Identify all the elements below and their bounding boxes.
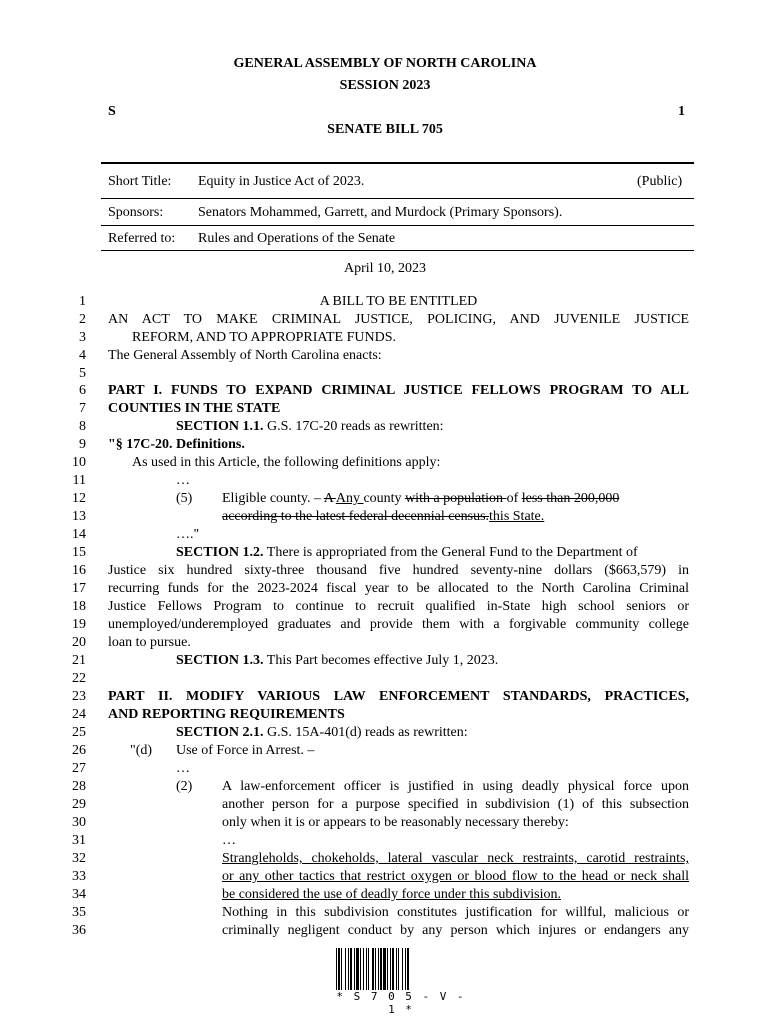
enacting-clause: The General Assembly of North Carolina enacts: [108,348,382,363]
line-number: 26 [72,743,86,758]
referred-value: Rules and Operations of the Senate [198,231,396,246]
subdivision-2-text: A law-enforcement officer is justified in using deadly physical force upon [222,779,689,794]
subdivision-5-cont [108,508,689,526]
line-number: 34 [72,887,86,902]
assembly-title: GENERAL ASSEMBLY OF NORTH CAROLINA [233,56,537,71]
body-line-36: criminally negligent conduct by any person which injures or endangers any [222,923,689,938]
deleted-a: A [323,491,336,506]
part-one-heading-cont: COUNTIES IN THE STATE [108,401,281,416]
edition-number: 1 [678,104,685,119]
barcode-bar [409,948,410,990]
section-1-3-text: This Part becomes effective July 1, 2023. [263,653,499,668]
act-title-cont: REFORM, AND TO APPROPRIATE FUNDS. [132,330,396,345]
part-two-heading-cont: AND REPORTING REQUIREMENTS [108,707,345,722]
deleted-population: with a population [405,491,507,506]
section-1-3-label: SECTION 1.3. [176,653,264,668]
statute-heading: "§ 17C-20. Definitions. [108,437,245,452]
ellipsis-3: … [222,833,236,848]
part-two-heading: PART II. MODIFY VARIOUS LAW ENFORCEMENT STANDARDS, PRACTICES, [108,689,689,704]
line-number: 21 [72,653,86,668]
line-number: 36 [72,923,86,938]
line-number: 23 [72,689,86,704]
line-number: 7 [79,401,86,416]
subsection-d-num: "(d) [130,743,153,758]
section-1-2-text: There is appropriated from the General Fund to the Department of [263,545,638,560]
section-2-1 [108,724,689,742]
definitions-intro: As used in this Article, the following definitions apply: [132,455,441,470]
inserted-line-34 [108,886,689,904]
section-2-1-text: G.S. 15A-401(d) reads as rewritten: [263,725,468,740]
line-number: 17 [72,581,86,596]
ellipsis-2: … [176,761,190,776]
line-number: 30 [72,815,86,830]
line-number: 27 [72,761,86,776]
ellipsis-1: … [176,473,190,488]
line-number: 4 [79,348,86,363]
section-1-1 [108,418,689,436]
body-line-18: Justice Fellows Program to continue to recruit qualified in-State high school seniors or [108,599,689,614]
body-line-19: unemployed/underemployed graduates and provide them with a forgivable community college [108,617,689,632]
meta-top-rule [101,162,694,164]
sponsors-label: Sponsors: [108,205,164,220]
inserted-line-34-text: be considered the use of deadly force under this subdivision. [222,887,562,902]
inserted-this-state: this State. [489,509,545,524]
referred-label: Referred to: [108,231,176,246]
bill-heading: A BILL TO BE ENTITLED [319,294,478,309]
body-line-30: only when it is or appears to be reasonably necessary thereby: [222,815,569,830]
bill-date: April 10, 2023 [343,261,427,276]
act-title: AN ACT TO MAKE CRIMINAL JUSTICE, POLICING, AND JUVENILE JUSTICE [108,312,689,327]
line-number: 11 [72,473,86,488]
session-title: SESSION 2023 [339,78,431,93]
section-1-2-label: SECTION 1.2. [176,545,264,560]
subsection-d-text: Use of Force in Arrest. – [176,743,315,758]
section-1-1-label: SECTION 1.1. [176,419,264,434]
section-2-1-label: SECTION 2.1. [176,725,264,740]
subsection-d [108,742,711,760]
chamber-letter: S [108,104,116,119]
line-number: 15 [72,545,86,560]
inserted-line-33: or any other tactics that restrict oxygen or blood flow to the head or neck shall [222,869,689,884]
body-line-17: recurring funds for the 2023-2024 fiscal year to be allocated to the North Carolina Criminal [108,581,689,596]
body-line-29: another person for a purpose specified in subdivision (1) of this subsection [222,797,689,812]
barcode-text: * S 7 0 5 - V - 1 * [336,990,466,1016]
sponsors-value: Senators Mohammed, Garrett, and Murdock (Primary Sponsors). [198,205,563,220]
subdivision-2 [108,778,689,796]
body-line-35: Nothing in this subdivision constitutes justification for willful, malicious or [222,905,689,920]
line-number: 16 [72,563,86,578]
line-number: 9 [79,437,86,452]
line-number: 1 [79,294,86,309]
line-number: 32 [72,851,86,866]
line-number: 8 [79,419,86,434]
line-number: 2 [79,312,86,327]
line-number: 3 [79,330,86,345]
public-label: (Public) [637,174,683,189]
meta-bottom-rule [101,250,694,251]
line-number: 6 [79,383,86,398]
line-number: 14 [72,527,86,542]
subdivision-5 [108,490,689,508]
line-number: 13 [72,509,86,524]
body-line-20: loan to pursue. [108,635,191,650]
line-number: 22 [72,671,86,686]
barcode-image [336,948,466,990]
short-title-label: Short Title: [108,174,172,189]
eligible-county-text: Eligible county. – [222,491,324,506]
line-number: 33 [72,869,86,884]
ellipsis-close: …." [176,527,200,542]
line-number: 19 [72,617,86,632]
line-number: 24 [72,707,86,722]
meta-rule-1 [101,198,694,199]
section-1-1-text: G.S. 17C-20 reads as rewritten: [263,419,444,434]
deleted-census: according to the latest federal decennial census. [222,509,490,524]
deleted-threshold: less than 200,000 [521,491,620,506]
subdivision-5-num: (5) [176,491,193,506]
meta-rule-2 [101,225,694,226]
line-number: 20 [72,635,86,650]
inserted-line-32: Strangleholds, chokeholds, lateral vascular neck restraints, carotid restraints, [222,851,689,866]
section-1-2 [108,544,689,562]
line-number: 18 [72,599,86,614]
of-text: of [506,491,522,506]
line-number: 5 [79,366,86,381]
line-number: 31 [72,833,86,848]
line-number: 25 [72,725,86,740]
county-text: county [363,491,406,506]
line-number: 10 [72,455,86,470]
body-line-16: Justice six hundred sixty-three thousand five hundred seventy-nine dollars ($663,579) in [108,563,689,578]
line-number: 28 [72,779,86,794]
bill-title: SENATE BILL 705 [327,122,443,137]
part-one-heading: PART I. FUNDS TO EXPAND CRIMINAL JUSTICE FELLOWS PROGRAM TO ALL [108,383,689,398]
short-title-value: Equity in Justice Act of 2023. [198,174,365,189]
section-1-3 [108,652,689,670]
line-number: 29 [72,797,86,812]
subdivision-2-num: (2) [176,779,193,794]
line-number: 35 [72,905,86,920]
line-number: 12 [72,491,86,506]
inserted-any: Any [335,491,364,506]
